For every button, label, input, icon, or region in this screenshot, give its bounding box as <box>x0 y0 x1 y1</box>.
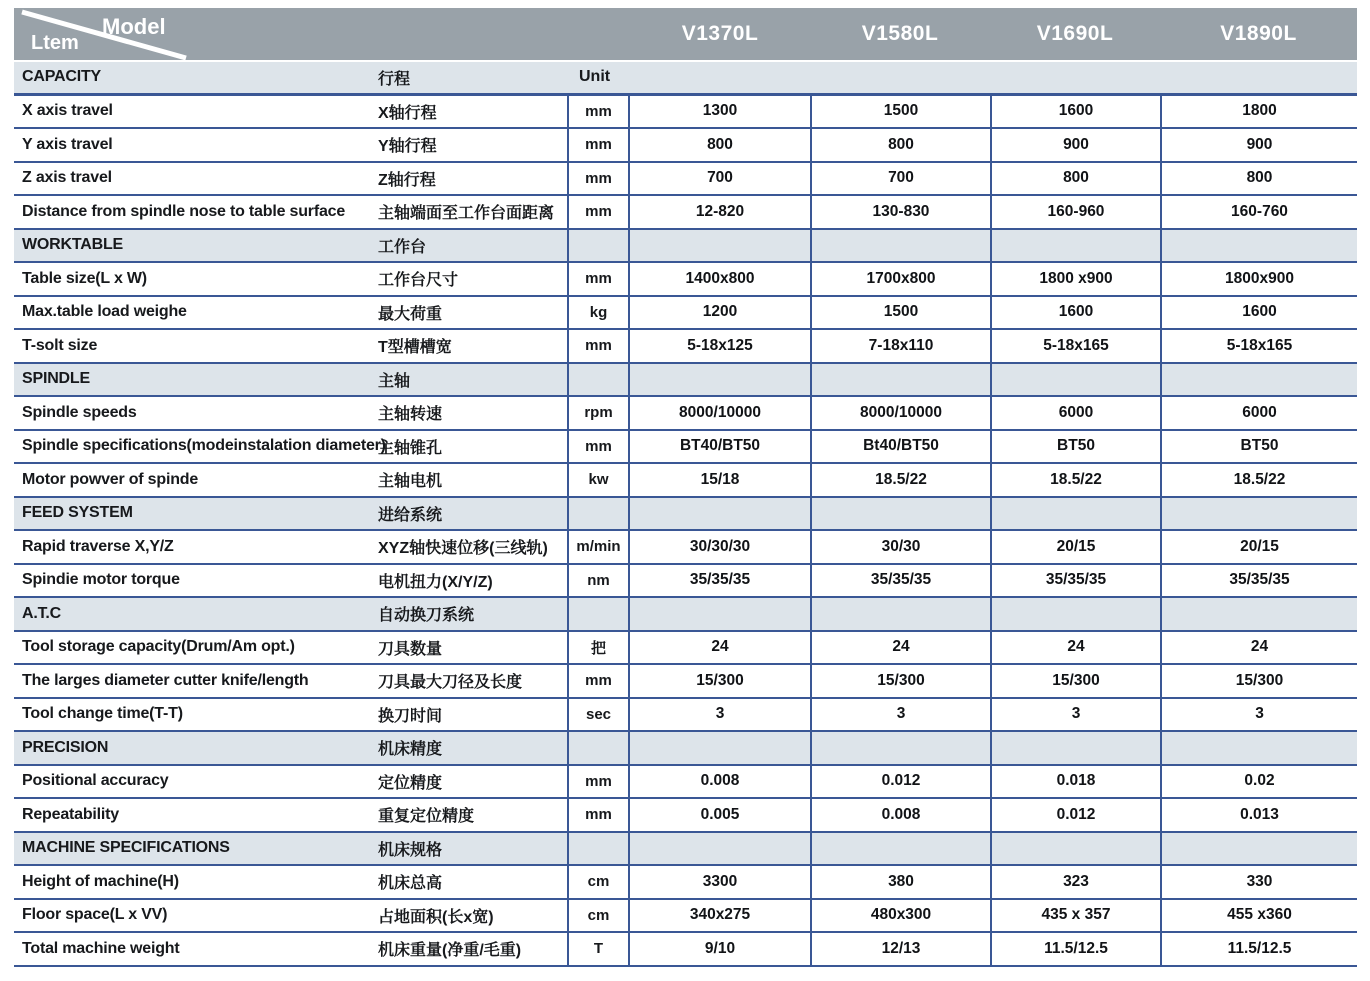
value-cell: 6000 <box>1160 397 1357 429</box>
spec-row <box>14 866 1357 900</box>
item-label-en: X axis travel <box>22 102 113 120</box>
value-cell <box>1160 732 1357 764</box>
item-label-en: Tool change time(T-T) <box>22 705 183 723</box>
value-cell: 380 <box>810 866 990 898</box>
value-cell <box>810 732 990 764</box>
value-cell <box>810 230 990 262</box>
value-cell <box>990 833 1160 865</box>
value-cell: 5-18x165 <box>1160 330 1357 362</box>
value-cell <box>810 364 990 396</box>
unit-cell <box>567 498 630 530</box>
item-label-zh: 刀具数量 <box>378 640 443 658</box>
value-cell: 1700x800 <box>810 263 990 295</box>
item-label-en: Positional accuracy <box>22 772 169 790</box>
value-cell <box>630 364 810 396</box>
value-cell: 0.012 <box>990 799 1160 831</box>
header-corner <box>14 8 630 60</box>
spec-row <box>14 900 1357 934</box>
item-label-en: SPINDLE <box>22 370 90 388</box>
item-label-en: Floor space(L x VV) <box>22 906 168 924</box>
value-cell: 11.5/12.5 <box>990 933 1160 965</box>
item-label-en: Spindle speeds <box>22 403 137 421</box>
value-cell: 30/30 <box>810 531 990 563</box>
item-label-zh: X轴行程 <box>378 104 437 122</box>
value-cell <box>990 62 1160 93</box>
unit-cell: mm <box>567 766 630 798</box>
section-row <box>14 833 1357 867</box>
value-cell <box>1160 833 1357 865</box>
value-cell <box>1160 62 1357 93</box>
value-cell <box>990 364 1160 396</box>
item-label-zh: T型槽槽宽 <box>378 339 452 357</box>
value-cell: BT50 <box>1160 431 1357 463</box>
section-row <box>14 364 1357 398</box>
value-cell: 800 <box>990 163 1160 195</box>
item-cell <box>14 699 567 731</box>
unit-cell: cm <box>567 900 630 932</box>
value-cell: 340x275 <box>689 906 751 924</box>
item-label-zh: 换刀时间 <box>378 707 443 725</box>
value-cell <box>1160 598 1357 630</box>
unit-cell: m/min <box>567 531 630 563</box>
value-cell <box>630 62 810 93</box>
value-cell: 0.013 <box>1160 799 1357 831</box>
item-label-en: Spindie motor torque <box>22 571 180 589</box>
model-header-v1890l: V1890L <box>1220 22 1297 45</box>
spec-row <box>14 799 1357 833</box>
item-label-zh: 主轴电机 <box>378 473 443 491</box>
spec-row <box>14 96 1357 130</box>
value-cell: 7-18x110 <box>810 330 990 362</box>
value-cell: 0.008 <box>700 772 740 790</box>
value-cell <box>810 498 990 530</box>
unit-cell: nm <box>567 565 630 597</box>
value-cell: 1300 <box>702 102 738 120</box>
unit-cell <box>567 230 630 262</box>
value-cell: 20/15 <box>1160 531 1357 563</box>
item-label-en: Spindle specifications(modeinstalation diameter) <box>22 437 386 455</box>
item-label-en: Table size(L x W) <box>22 269 147 287</box>
item-cell <box>14 866 567 898</box>
item-label-zh: 占地面积(长x宽) <box>378 908 494 926</box>
item-cell <box>14 900 567 932</box>
value-cell: 0.02 <box>1160 766 1357 798</box>
item-label-zh: Y轴行程 <box>378 138 437 156</box>
item-cell <box>14 397 567 429</box>
value-cell: 323 <box>990 866 1160 898</box>
value-cell: 455 x360 <box>1160 900 1357 932</box>
section-row <box>14 732 1357 766</box>
value-cell: 5-18x125 <box>687 336 753 354</box>
item-cell <box>14 196 567 228</box>
value-cell: 24 <box>990 632 1160 664</box>
value-cell: 3 <box>715 705 725 723</box>
unit-cell: mm <box>567 330 630 362</box>
value-cell: 15/300 <box>1160 665 1357 697</box>
item-label-en: Repeatability <box>22 805 119 823</box>
item-label-zh: 工作台尺寸 <box>378 272 459 290</box>
value-cell: 18.5/22 <box>990 464 1160 496</box>
value-cell: 15/300 <box>810 665 990 697</box>
value-cell: 0.018 <box>990 766 1160 798</box>
value-cell: 35/35/35 <box>689 571 751 589</box>
value-cell: 15/300 <box>990 665 1160 697</box>
unit-cell: mm <box>567 665 630 697</box>
value-cell: BT50 <box>990 431 1160 463</box>
table-header <box>14 8 1357 62</box>
spec-row <box>14 766 1357 800</box>
item-label-zh: 定位精度 <box>378 774 443 792</box>
item-cell <box>14 364 567 396</box>
item-label-en: WORKTABLE <box>22 236 123 254</box>
spec-row <box>14 565 1357 599</box>
item-label-zh: 电机扭力(X/Y/Z) <box>378 573 493 591</box>
value-cell: 0.008 <box>810 799 990 831</box>
value-cell <box>810 598 990 630</box>
item-label-zh: 最大荷重 <box>378 305 443 323</box>
value-cell <box>630 598 810 630</box>
value-cell <box>990 598 1160 630</box>
value-cell <box>1160 498 1357 530</box>
item-cell <box>14 230 567 262</box>
value-cell <box>810 833 990 865</box>
value-cell: Bt40/BT50 <box>810 431 990 463</box>
unit-cell: mm <box>567 129 630 161</box>
value-cell: 160-960 <box>990 196 1160 228</box>
item-cell <box>14 263 567 295</box>
item-label-zh: Z轴行程 <box>378 171 436 189</box>
item-cell <box>14 665 567 697</box>
section-row <box>14 598 1357 632</box>
value-cell <box>630 230 810 262</box>
value-cell <box>630 498 810 530</box>
unit-cell: mm <box>567 431 630 463</box>
item-label-en: T-solt size <box>22 336 98 354</box>
value-cell <box>1160 230 1357 262</box>
value-cell: 1500 <box>810 96 990 128</box>
spec-row <box>14 431 1357 465</box>
value-cell: 6000 <box>990 397 1160 429</box>
item-label-zh: 重复定位精度 <box>378 808 475 826</box>
corner-label-item: Ltem <box>31 32 79 54</box>
spec-table <box>14 8 1357 967</box>
item-label-en: Motor powver of spinde <box>22 470 199 488</box>
value-cell: 35/35/35 <box>1160 565 1357 597</box>
spec-row <box>14 464 1357 498</box>
spec-row <box>14 330 1357 364</box>
value-cell: 800 <box>810 129 990 161</box>
item-cell <box>14 833 567 865</box>
value-cell: 24 <box>810 632 990 664</box>
value-cell: 8000/10000 <box>810 397 990 429</box>
value-cell: 24 <box>711 638 729 656</box>
item-cell <box>14 96 567 128</box>
value-cell: 12-820 <box>695 202 745 220</box>
item-cell <box>14 799 567 831</box>
item-label-en: Tool storage capacity(Drum/Am opt.) <box>22 638 295 656</box>
unit-cell: sec <box>567 699 630 731</box>
spec-row <box>14 163 1357 197</box>
item-cell <box>14 163 567 195</box>
unit-cell: mm <box>567 163 630 195</box>
value-cell: BT40/BT50 <box>679 437 761 455</box>
section-row <box>14 498 1357 532</box>
item-label-en: Max.table load weighe <box>22 303 187 321</box>
item-label-zh: 机床重量(净重/毛重) <box>378 942 522 960</box>
item-cell <box>14 632 567 664</box>
value-cell: 5-18x165 <box>990 330 1160 362</box>
value-cell <box>990 230 1160 262</box>
item-label-en: MACHINE SPECIFICATIONS <box>22 839 230 857</box>
value-cell: 35/35/35 <box>990 565 1160 597</box>
unit-cell: Unit <box>579 68 611 86</box>
value-cell: 0.012 <box>810 766 990 798</box>
value-cell: 20/15 <box>990 531 1160 563</box>
item-cell <box>14 933 567 965</box>
unit-cell: 把 <box>567 632 630 664</box>
unit-cell <box>567 364 630 396</box>
value-cell: 0.005 <box>700 805 740 823</box>
item-cell <box>14 464 567 496</box>
unit-cell: T <box>567 933 630 965</box>
item-label-en: A.T.C <box>22 604 62 622</box>
value-cell: 1200 <box>702 303 738 321</box>
spec-row <box>14 196 1357 230</box>
value-cell: 24 <box>1160 632 1357 664</box>
value-cell: 435 x 357 <box>990 900 1160 932</box>
item-cell <box>14 330 567 362</box>
value-cell: 15/18 <box>700 470 740 488</box>
value-cell: 18.5/22 <box>810 464 990 496</box>
value-cell: 3 <box>810 699 990 731</box>
model-header-v1370l: V1370L <box>681 22 759 45</box>
value-cell: 160-760 <box>1160 196 1357 228</box>
corner-label-model: Model <box>102 14 166 39</box>
value-cell <box>810 62 990 93</box>
item-cell <box>14 62 567 93</box>
value-cell: 18.5/22 <box>1160 464 1357 496</box>
value-cell: 330 <box>1160 866 1357 898</box>
item-cell <box>14 431 567 463</box>
value-cell: 1600 <box>990 96 1160 128</box>
item-label-zh: 自动换刀系统 <box>378 607 475 625</box>
spec-row <box>14 665 1357 699</box>
value-cell: 15/300 <box>696 671 744 689</box>
item-label-en: FEED SYSTEM <box>22 504 133 522</box>
value-cell: 480x300 <box>810 900 990 932</box>
value-cell: 30/30/30 <box>689 537 751 555</box>
value-cell <box>630 732 810 764</box>
item-label-en: Rapid traverse X,Y/Z <box>22 537 174 555</box>
item-label-zh: 主轴端面至工作台面距离 <box>378 205 555 223</box>
value-cell: 35/35/35 <box>810 565 990 597</box>
item-cell <box>14 565 567 597</box>
item-cell <box>14 732 567 764</box>
unit-cell: kg <box>567 297 630 329</box>
item-label-en: Distance from spindle nose to table surface <box>22 202 346 220</box>
value-cell: 3300 <box>702 872 738 890</box>
value-cell: 900 <box>1160 129 1357 161</box>
item-label-en: The larges diameter cutter knife/length <box>22 671 309 689</box>
value-cell: 130-830 <box>810 196 990 228</box>
value-cell: 8000/10000 <box>679 403 761 421</box>
item-label-zh: 行程 <box>378 70 411 88</box>
unit-cell: mm <box>567 196 630 228</box>
value-cell: 1800 <box>1160 96 1357 128</box>
item-label-zh: XYZ轴快速位移(三线轨) <box>378 540 548 558</box>
item-label-en: Y axis travel <box>22 135 113 153</box>
table-body <box>14 62 1357 967</box>
item-label-en: PRECISION <box>22 738 109 756</box>
item-label-zh: 主轴锥孔 <box>378 439 443 457</box>
value-cell <box>990 732 1160 764</box>
spec-row <box>14 699 1357 733</box>
value-cell: 3 <box>1160 699 1357 731</box>
value-cell: 3 <box>990 699 1160 731</box>
value-cell: 800 <box>707 135 733 153</box>
unit-cell <box>567 598 630 630</box>
item-cell <box>14 766 567 798</box>
item-label-en: Total machine weight <box>22 939 180 957</box>
value-cell <box>1160 364 1357 396</box>
value-cell: 700 <box>707 169 733 187</box>
spec-row <box>14 129 1357 163</box>
unit-cell: mm <box>567 263 630 295</box>
unit-cell: kw <box>567 464 630 496</box>
item-label-zh: 刀具最大刀径及长度 <box>378 674 523 692</box>
item-cell <box>14 297 567 329</box>
value-cell: 9/10 <box>704 939 736 957</box>
unit-cell <box>567 732 630 764</box>
item-cell <box>14 531 567 563</box>
value-cell <box>630 833 810 865</box>
item-cell <box>14 598 567 630</box>
value-cell: 1800 x900 <box>990 263 1160 295</box>
value-cell: 1500 <box>810 297 990 329</box>
section-row <box>14 62 1357 96</box>
item-label-zh: 机床总高 <box>378 875 443 893</box>
value-cell <box>990 498 1160 530</box>
value-cell: 700 <box>810 163 990 195</box>
section-row <box>14 230 1357 264</box>
spec-row <box>14 933 1357 967</box>
value-cell: 1400x800 <box>685 269 755 287</box>
item-label-en: CAPACITY <box>22 68 101 86</box>
item-label-zh: 机床精度 <box>378 741 443 759</box>
unit-cell: cm <box>567 866 630 898</box>
unit-cell: rpm <box>567 397 630 429</box>
item-label-zh: 机床规格 <box>378 841 443 859</box>
spec-row <box>14 632 1357 666</box>
spec-row <box>14 531 1357 565</box>
item-label-en: Z axis travel <box>22 169 112 187</box>
item-label-zh: 进给系统 <box>378 506 443 524</box>
model-header-v1690l: V1690L <box>1036 22 1114 45</box>
spec-row <box>14 397 1357 431</box>
value-cell: 800 <box>1160 163 1357 195</box>
unit-cell: mm <box>567 799 630 831</box>
unit-cell <box>567 833 630 865</box>
value-cell: 12/13 <box>810 933 990 965</box>
model-header-v1580l: V1580L <box>861 22 939 45</box>
spec-row <box>14 297 1357 331</box>
value-cell: 11.5/12.5 <box>1160 933 1357 965</box>
item-label-zh: 主轴转速 <box>378 406 443 424</box>
value-cell: 1800x900 <box>1160 263 1357 295</box>
item-label-en: Height of machine(H) <box>22 872 179 890</box>
item-cell <box>14 129 567 161</box>
value-cell: 900 <box>990 129 1160 161</box>
item-cell <box>14 498 567 530</box>
unit-cell: mm <box>567 96 630 128</box>
item-label-zh: 工作台 <box>378 238 427 256</box>
spec-row <box>14 263 1357 297</box>
value-cell: 1600 <box>990 297 1160 329</box>
value-cell: 1600 <box>1160 297 1357 329</box>
item-label-zh: 主轴 <box>378 372 411 390</box>
